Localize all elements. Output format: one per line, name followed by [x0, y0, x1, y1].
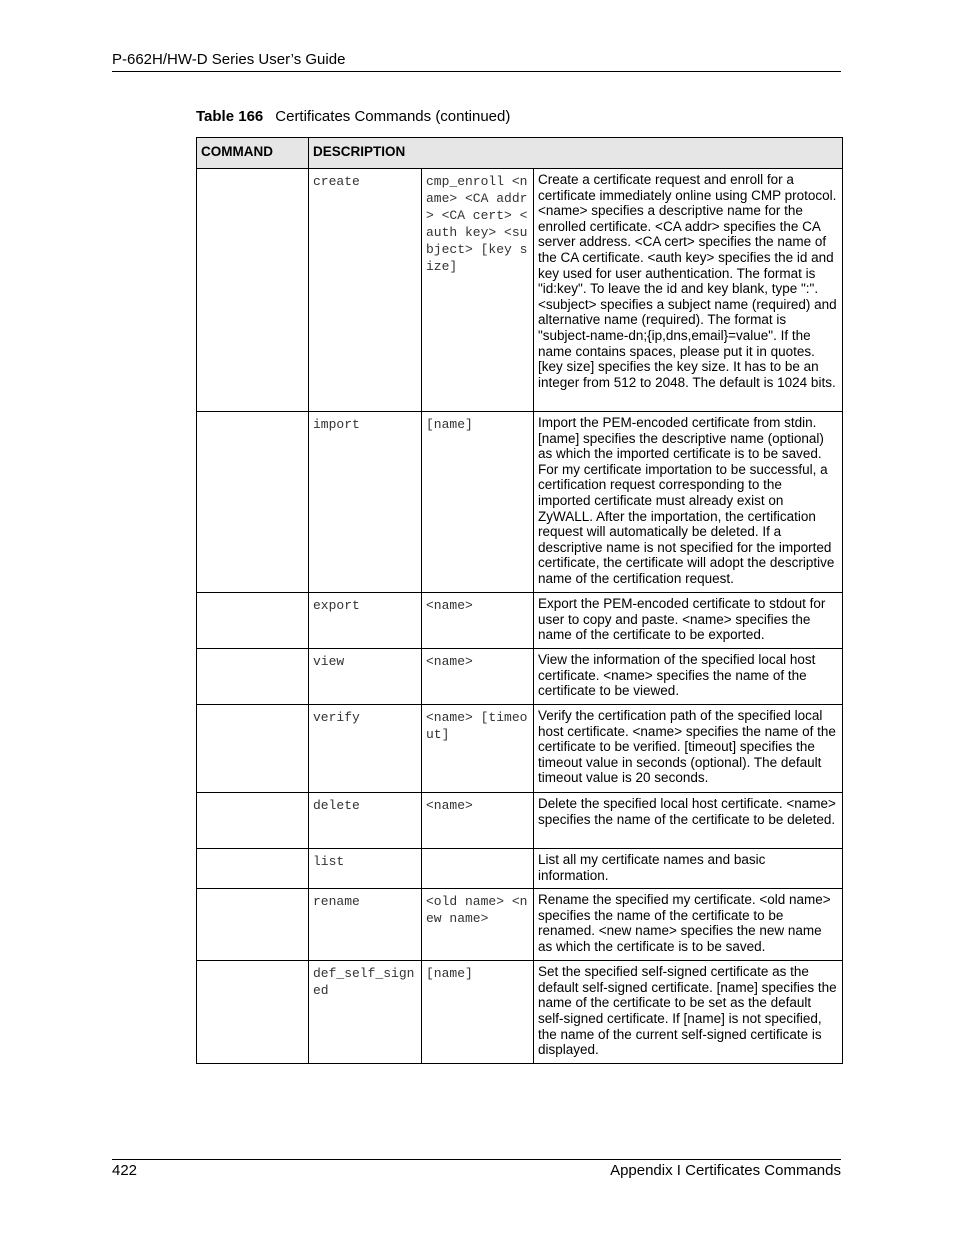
arguments-cell: <name>: [422, 649, 534, 705]
certificates-commands-table: [196, 137, 843, 1064]
subcommand-cell: export: [309, 593, 422, 649]
table-row: [197, 849, 843, 889]
footer-divider: [112, 1159, 841, 1160]
column-header-command: COMMAND: [197, 138, 309, 169]
description-cell: Rename the specified my certificate. <old name> specifies the name of the certificate to be renamed. <new name> specifies the new name as which the certificate is to be saved.: [534, 889, 843, 961]
subcommand-cell: def_self_signed: [309, 961, 422, 1064]
subcommand-cell: rename: [309, 889, 422, 961]
command-cell: [197, 961, 309, 1064]
arguments-cell: <name> [timeout]: [422, 705, 534, 793]
table-row: [197, 793, 843, 849]
footer-page-number: 422: [112, 1162, 138, 1179]
command-cell: [197, 889, 309, 961]
table-row: [197, 649, 843, 705]
header-divider: [112, 71, 841, 72]
subcommand-cell: verify: [309, 705, 422, 793]
description-cell: Import the PEM-encoded certificate from stdin. [name] specifies the descriptive name (optional) as which the imported certificate is to be saved. For my certificate importation to be successful, a certification request corresponding to the imported certificate must already exist on ZyWALL. After the importation, the certification request will automatically be deleted. If a descriptive name is not specified for the imported certificate, the certificate will adopt the descriptive name of the certification request.: [534, 412, 843, 593]
description-cell: Set the specified self-signed certificate as the default self-signed certificate. [name] specifies the name of the certificate to be set as the default self-signed certificate. If [name] is not specified, the name of the current self-signed certificate is displayed.: [534, 961, 843, 1064]
arguments-cell: <name>: [422, 793, 534, 849]
table-caption: [196, 108, 510, 125]
subcommand-cell: import: [309, 412, 422, 593]
table-row: [197, 889, 843, 961]
table-number: Table 166: [196, 108, 264, 125]
command-cell: [197, 593, 309, 649]
table-row: [197, 961, 843, 1064]
arguments-cell: <old name> <new name>: [422, 889, 534, 961]
description-cell: Verify the certification path of the specified local host certificate. <name> specifies the name of the certificate to be verified. [timeout] specifies the timeout value in seconds (optional). The default timeout value is 20 seconds.: [534, 705, 843, 793]
arguments-cell: cmp_enroll <name> <CA addr> <CA cert> <auth key> <subject> [key size]: [422, 169, 534, 412]
command-cell: [197, 169, 309, 412]
arguments-cell: [422, 849, 534, 889]
command-cell: [197, 705, 309, 793]
subcommand-cell: create: [309, 169, 422, 412]
table-row: [197, 412, 843, 593]
command-cell: [197, 649, 309, 705]
table-caption-text: Certificates Commands (continued): [275, 108, 511, 125]
description-cell: List all my certificate names and basic information.: [534, 849, 843, 889]
arguments-cell: [name]: [422, 412, 534, 593]
column-header-description: DESCRIPTION: [309, 138, 843, 169]
subcommand-cell: list: [309, 849, 422, 889]
table-header-row: [197, 138, 843, 169]
table-row: [197, 593, 843, 649]
command-cell: [197, 793, 309, 849]
subcommand-cell: delete: [309, 793, 422, 849]
arguments-cell: [name]: [422, 961, 534, 1064]
description-cell: Create a certificate request and enroll for a certificate immediately online using CMP protocol. <name> specifies a descriptive name for the enrolled certificate. <CA addr> specifies the CA server address. <CA cert> specifies the name of the CA certificate. <auth key> specifies the id and key used for user authentication. The format is "id:key". To leave the id and key blank, type ":". <subject> specifies a subject name (required) and alternative name (required). The format is "subject-name-dn;{ip,dns,email}=value". If the name contains spaces, please put it in quotes. [key size] specifies the key size. It has to be an integer from 512 to 2048. The default is 1024 bits.: [534, 169, 843, 412]
footer-section-title: Appendix I Certificates Commands: [610, 1162, 841, 1179]
subcommand-cell: view: [309, 649, 422, 705]
description-cell: Export the PEM-encoded certificate to stdout for user to copy and paste. <name> specifies the name of the certificate to be exported.: [534, 593, 843, 649]
command-cell: [197, 412, 309, 593]
description-cell: Delete the specified local host certificate. <name> specifies the name of the certificate to be deleted.: [534, 793, 843, 849]
arguments-cell: <name>: [422, 593, 534, 649]
command-cell: [197, 849, 309, 889]
page-header-title: P-662H/HW-D Series User’s Guide: [112, 51, 346, 68]
description-cell: View the information of the specified local host certificate. <name> specifies the name of the certificate to be viewed.: [534, 649, 843, 705]
table-row: [197, 169, 843, 412]
table-row: [197, 705, 843, 793]
